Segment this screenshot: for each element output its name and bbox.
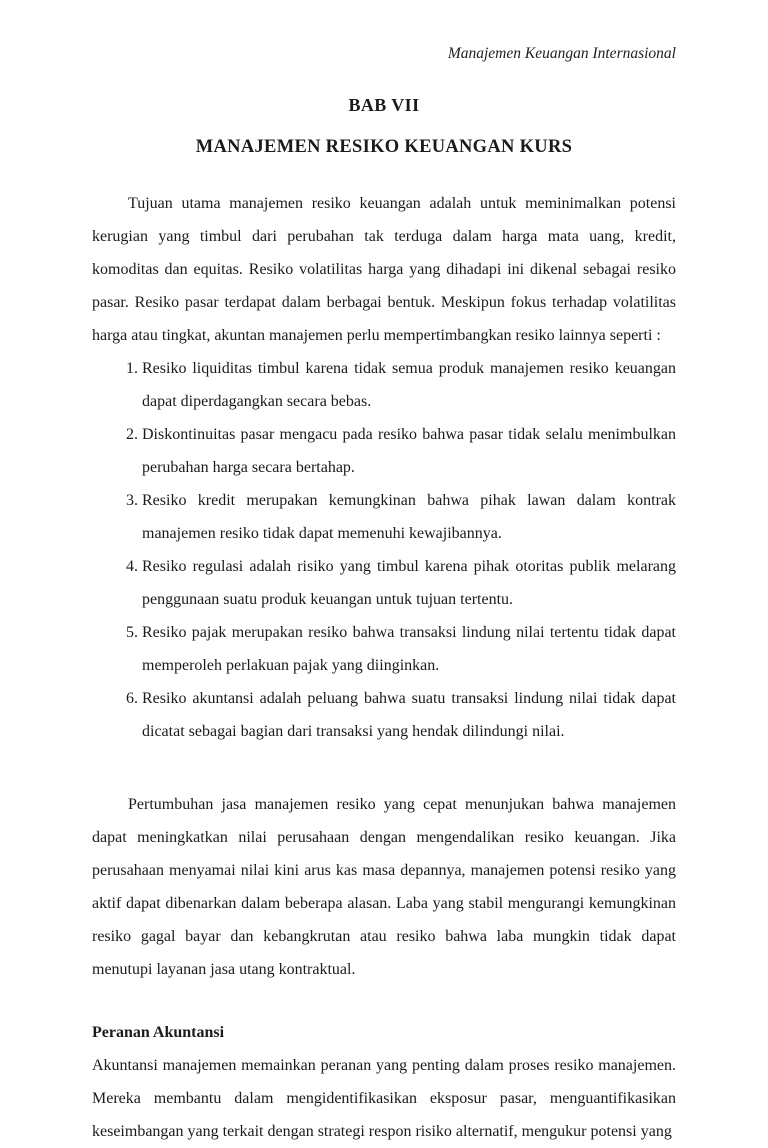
running-header: Manajemen Keuangan Internasional [447,45,676,62]
chapter-title: MANAJEMEN RESIKO KEUANGAN KURS [195,137,573,157]
accounting-paragraph: Akuntansi manajemen memainkan peranan yang penting dalam proses resiko manajemen. Mereka membantu dalam mengidentifikasikan eksposur pasar, menguantifikasikan keseimbangan yang terkait dengan strategi respon risiko alternatif, mengukur potensi yang [92,1057,676,1140]
chapter-label: BAB VII [348,95,420,115]
list-item: 5. Resiko pajak merupakan resiko bahwa transaksi lindung nilai tertentu tidak dapat memperoleh perlakuan pajak yang diinginkan. [142,616,676,682]
list-item: 4. Resiko regulasi adalah risiko yang timbul karena pihak otoritas publik melarang penggunaan suatu produk keuangan untuk tujuan tertentu. [142,550,676,616]
list-item: 6. Resiko akuntansi adalah peluang bahwa suatu transaksi lindung nilai tidak dapat dicatat sebagai bagian dari transaksi yang hendak dilindungi nilai. [142,682,676,748]
risk-list [92,352,676,748]
growth-paragraph: Pertumbuhan jasa manajemen resiko yang cepat menunjukan bahwa manajemen dapat meningkatkan nilai perusahaan dengan mengendalikan resiko keuangan. Jika perusahaan menyamai nilai kini arus kas masa depannya, manajemen potensi resiko yang aktif dapat dibenarkan dalam beberapa alasan. Laba yang stabil mengurangi kemungkinan resiko gagal bayar dan kebangkrutan atau resiko bahwa laba mungkin tidak dapat menutupi layanan jasa utang kontraktual. [92,796,676,978]
list-item: 2. Diskontinuitas pasar mengacu pada resiko bahwa pasar tidak selalu menimbulkan perubahan harga secara bertahap. [142,418,676,484]
list-item: 3. Resiko kredit merupakan kemungkinan bahwa pihak lawan dalam kontrak manajemen resiko tidak dapat memenuhi kewajibannya. [142,484,676,550]
section-heading: Peranan Akuntansi [92,1024,225,1041]
intro-paragraph: Tujuan utama manajemen resiko keuangan adalah untuk meminimalkan potensi kerugian yang timbul dari perubahan tak terduga dalam harga mata uang, kredit, komoditas dan equitas. Resiko volatilitas harga yang dihadapi ini dikenal sebagai resiko pasar. Resiko pasar terdapat dalam berbagai bentuk. Meskipun fokus terhadap volatilitas harga atau tingkat, akuntan manajemen perlu mempertimbangkan resiko lainnya seperti : [92,195,676,344]
list-item: 1. Resiko liquiditas timbul karena tidak semua produk manajemen resiko keuangan dapat diperdagangkan secara bebas. [142,352,676,418]
